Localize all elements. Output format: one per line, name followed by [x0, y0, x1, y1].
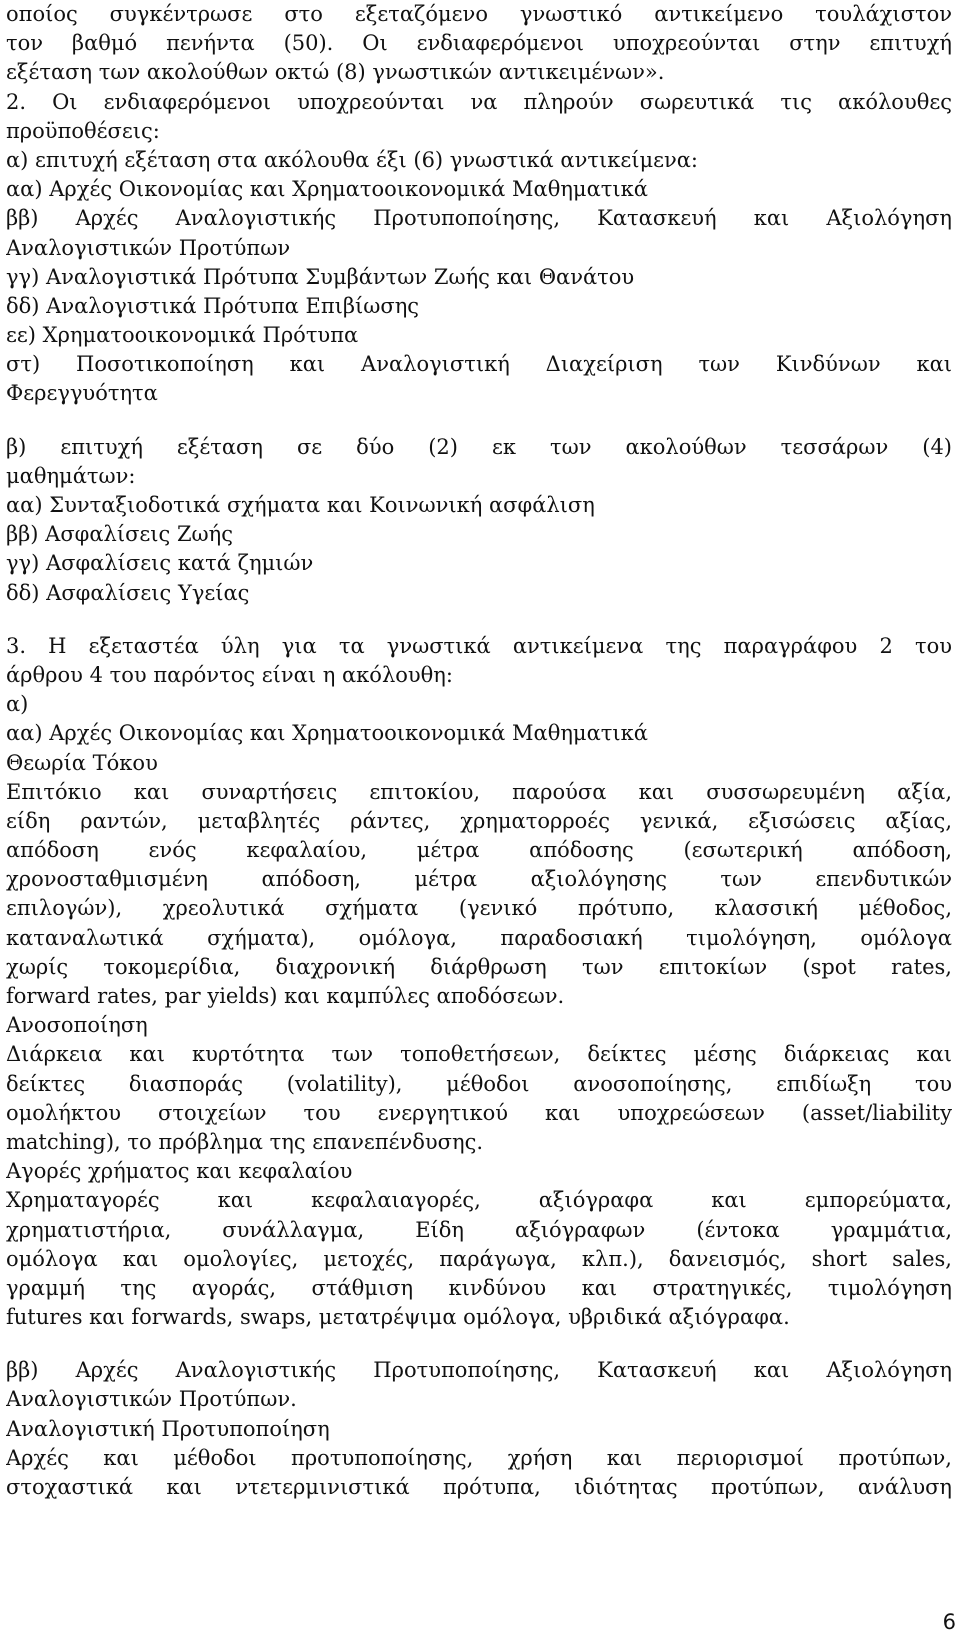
text-line: ββ) Αρχές Αναλογιστικής Προτυποποίησης, Κατασκευή και Αξιολόγηση — [6, 206, 952, 231]
text-line: Ανοσοποίηση — [6, 1013, 148, 1038]
text-line: δδ) Αναλογιστικά Πρότυπα Επιβίωσης — [6, 293, 420, 318]
text-line: μαθημάτων: — [6, 463, 136, 488]
paragraph-gap — [6, 409, 952, 433]
text-line: Χρηματαγορές και κεφαλαιαγορές, αξιόγραφα και εμπορεύματα, — [6, 1188, 952, 1213]
text-line: γγ) Ασφαλίσεις κατά ζημιών — [6, 551, 314, 576]
text-line: α) επιτυχή εξέταση στα ακόλουθα έξι (6) γνωστικά αντικείμενα: — [6, 147, 698, 172]
text-line: εε) Χρηματοοικονομικά Πρότυπα — [6, 323, 359, 348]
text-line: εξέταση των ακολούθων οκτώ (8) γνωστικών αντικειμένων». — [6, 60, 665, 85]
text-line: αα) Συνταξιοδοτικά σχήματα και Κοινωνική ασφάλιση — [6, 493, 595, 517]
text-line: επιλογών), χρεολυτικά σχήματα (γενικό πρότυπο, κλασσική μέθοδος, — [6, 896, 952, 921]
paragraph-gap — [6, 1332, 952, 1356]
text-line: ββ) Αρχές Αναλογιστικής Προτυποποίησης, Κατασκευή και Αξιολόγηση — [6, 1358, 952, 1383]
text-line: Θεωρία Τόκου — [6, 750, 158, 775]
text-line: χρονοσταθμισμένη απόδοση, μέτρα αξιολόγησης των επενδυτικών — [6, 867, 952, 892]
text-line: β) επιτυχή εξέταση σε δύο (2) εκ των ακολούθων τεσσάρων (4) — [6, 434, 952, 459]
text-line: άρθρου 4 του παρόντος είναι η ακόλουθη: — [6, 662, 453, 687]
text-line: αα) Αρχές Οικονομίας και Χρηματοοικονομικά Μαθηματικά — [6, 721, 648, 746]
text-line: δείκτες διασποράς (volatility), μέθοδοι ανοσοποίησης, επιδίωξη του — [6, 1071, 952, 1096]
text-line: στ) Ποσοτικοποίηση και Αναλογιστική Διαχείριση των Κινδύνων και — [6, 352, 952, 377]
text-line: ομόλογα και ομολογίες, μετοχές, παράγωγα, κλπ.), δανεισμός, short sales, — [6, 1246, 952, 1271]
text-line: προϋποθέσεις: — [6, 118, 160, 143]
text-line: είδη ραντών, μεταβλητές ράντες, χρηματορροές γενικά, εξισώσεις αξίας, — [6, 808, 952, 833]
text-line: τον βαθμό πενήντα (50). Οι ενδιαφερόμενοι υποχρεούνται στην επιτυχή — [6, 31, 952, 56]
text-line: matching), το πρόβλημα της επανεπένδυσης. — [6, 1129, 484, 1154]
text-line: α) — [6, 692, 29, 717]
text-line: 3. Η εξεταστέα ύλη για τα γνωστικά αντικείμενα της παραγράφου 2 του — [6, 633, 952, 658]
text-line: 2. Οι ενδιαφερόμενοι υποχρεούνται να πληρούν σωρευτικά τις ακόλουθες — [6, 89, 952, 114]
text-line: αα) Αρχές Οικονομίας και Χρηματοοικονομικά Μαθηματικά — [6, 177, 648, 202]
text-line: καταναλωτικά σχήματα), ομόλογα, παραδοσιακή τιμολόγηση, ομόλογα — [6, 925, 952, 950]
text-line: στοχαστικά και ντετερμινιστικά πρότυπα, ιδιότητας προτύπων, ανάλυση — [6, 1475, 952, 1499]
text-line: Επιτόκιο και συναρτήσεις επιτοκίου, παρούσα και συσσωρευμένη αξία, — [6, 779, 952, 804]
text-line: απόδοση ενός κεφαλαίου, μέτρα απόδοσης (εσωτερική απόδοση, — [6, 838, 952, 863]
text-line: futures και forwards, swaps, μετατρέψιμα ομόλογα, υβριδικά αξιόγραφα. — [6, 1305, 790, 1330]
text-line: Φερεγγυότητα — [6, 381, 158, 406]
text-line: γγ) Αναλογιστικά Πρότυπα Συμβάντων Ζωής και Θανάτου — [6, 264, 635, 289]
page-number: 6 — [942, 1610, 956, 1634]
text-line: Αγορές χρήματος και κεφαλαίου — [6, 1159, 353, 1184]
text-line: ββ) Ασφαλίσεις Ζωής — [6, 522, 234, 547]
text-line: χρηματιστήρια, συνάλλαγμα, Είδη αξιόγραφων (έντοκα γραμμάτια, — [6, 1217, 952, 1242]
text-line: Αναλογιστική Προτυποποίηση — [6, 1416, 330, 1441]
text-line: δδ) Ασφαλίσεις Υγείας — [6, 580, 250, 605]
text-line: γραμμή της αγοράς, στάθμιση κινδύνου και στρατηγικές, τιμολόγηση — [6, 1275, 952, 1300]
text-line: Αναλογιστικών Προτύπων. — [6, 1387, 297, 1412]
text-line: Αναλογιστικών Προτύπων — [6, 235, 291, 260]
text-line: οποίος συγκέντρωσε στο εξεταζόμενο γνωστικό αντικείμενο τουλάχιστον — [6, 2, 952, 26]
text-line: forward rates, par yields) και καμπύλες αποδόσεων. — [6, 984, 565, 1008]
document-page — [6, 0, 952, 1502]
paragraph-gap — [6, 608, 952, 632]
text-line: ομολήκτου στοιχείων του ενεργητικού και υποχρεώσεων (asset/liability — [6, 1100, 952, 1125]
text-line: χωρίς τοκομερίδια, διαχρονική διάρθρωση των επιτοκίων (spot rates, — [6, 954, 952, 979]
text-line: Αρχές και μέθοδοι προτυποποίησης, χρήση και περιορισμοί προτύπων, — [6, 1445, 952, 1470]
text-line: Διάρκεια και κυρτότητα των τοποθετήσεων, δείκτες μέσης διάρκειας και — [6, 1042, 952, 1067]
